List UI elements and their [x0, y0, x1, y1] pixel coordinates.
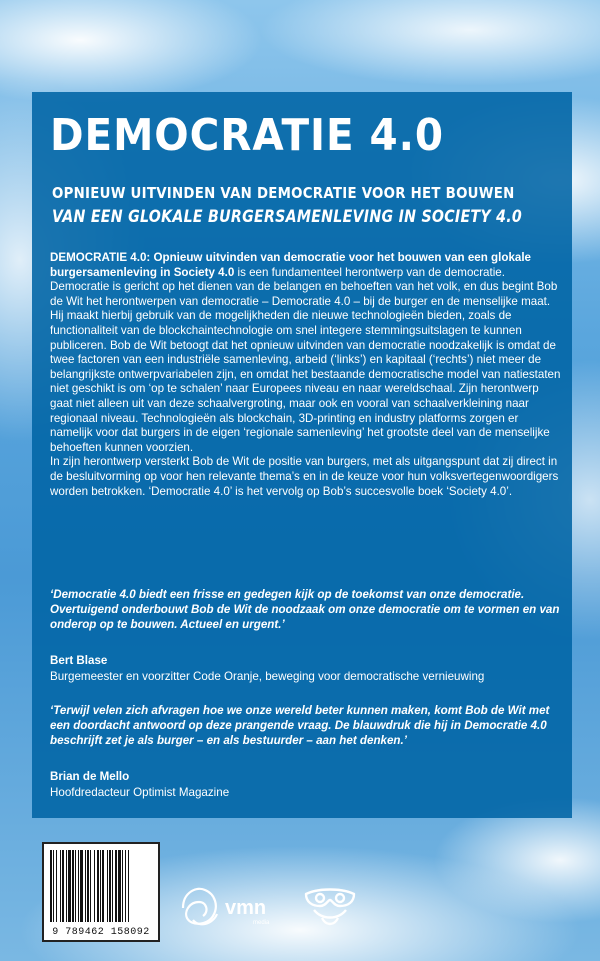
isbn-barcode: [42, 842, 160, 942]
vmn-media-logo: [175, 880, 275, 936]
book-title: DEMOCRATIE 4.0: [50, 110, 445, 161]
vmn-logo-subtext: media: [253, 920, 270, 926]
back-cover-panel: [32, 92, 572, 818]
blurb-paragraph-1: is een fundamenteel herontwerp van de democratie. Democratie is gericht op het dienen van de belangen en behoeften van het volk, en dus begint Bob de Wit het herontwerpen van democratie – Democratie 4.0 – bij de burger en de menselijke maat. Hij maakt hierbij gebruik van de mogelijkheden die nieuwe technologieën bieden, zoals de functionaliteit van de blockchaintechnologie om snel integere stemmingsuitslagen te kunnen publiceren. Bob de Wit betoogt dat het opnieuw uitvinden van democratie noodzakelijk is omdat de twee factoren van een industriële samenleving, arbeid (‘links’) en kapitaal (‘rechts’) niet meer de belangrijkste ontwerpvariabelen zijn, en omdat het bestaande democratische model van natiestaten niet geschikt is om ‘op te schalen’ naar Europees niveau en naar wereldschaal. Zijn herontwerp gaat niet alleen uit van deze schaalvergroting, maar ook en vooral van schaalverkleining naar regionaal niveau. Technologieën als blockchain, 3D-printing en industry platforms zorgen er namelijk voor dat burgers in de eigen ‘regionale samenleving’ het grootste deel van de menselijke behoeften kunnen voorzien.: [50, 265, 561, 454]
vmn-logo-text: vmn: [225, 897, 267, 919]
endorser-role-2: Hoofdredacteur Optimist Magazine: [50, 786, 230, 799]
endorser-role-1: Burgemeester en voorzitter Code Oranje, beweging voor democratische vernieuwing: [50, 670, 485, 683]
subtitle-line-2: VAN EEN GLOKALE BURGERSAMENLEVING IN SOCIETY 4.0: [52, 207, 522, 226]
blurb-text: [50, 251, 562, 499]
isbn-number: 9 789462 158092: [52, 927, 150, 938]
subtitle-line-1: OPNIEUW UITVINDEN VAN DEMOCRATIE VOOR HET BOUWEN: [52, 184, 515, 202]
blurb-lead: DEMOCRATIE 4.0: Opnieuw uitvinden van democratie voor het bouwen van een glokale burgersamenleving in Society 4.0: [50, 251, 532, 279]
endorser-name-1: Bert Blase: [50, 654, 108, 667]
barcode-bars: [50, 850, 152, 922]
mask-glasses-icon: [300, 884, 360, 930]
blurb-paragraph-2: In zijn herontwerp versterkt Bob de Wit de positie van burgers, met als uitgangspunt dat zij direct in de besluitvorming op voor hen relevante thema’s en in de keuze voor hun volksvertegenwoordigers worden betrokken. ‘Democratie 4.0’ is het vervolg op Bob’s succesvolle boek ‘Society 4.0’.: [50, 455, 559, 498]
endorsement-quote-1: ‘Democratie 4.0 biedt een frisse en gedegen kijk op de toekomst van onze democratie. Overtuigend onderbouwt Bob de Wit de noodzaak om onze democratie om te vormen en van onderop op te bouwen. Actueel en urgent.’: [50, 588, 560, 632]
endorser-name-2: Brian de Mello: [50, 770, 130, 783]
endorsement-quote-2: ‘Terwijl velen zich afvragen hoe we onze wereld beter kunnen maken, komt Bob de Wit met een doordacht antwoord op deze prangende vraag. De blauwdruk die hij in Democratie 4.0 beschrijft zet je als burger – en als bestuurder – aan het denken.’: [50, 704, 550, 748]
